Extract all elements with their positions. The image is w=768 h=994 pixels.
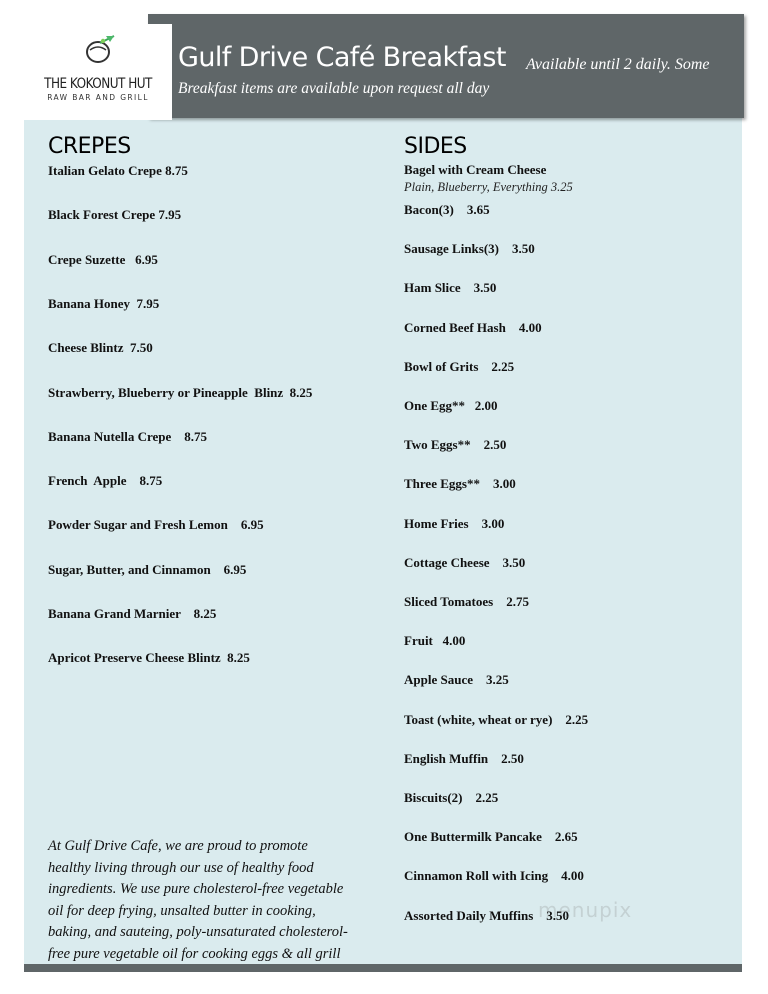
bagel-detail: Plain, Blueberry, Everything 3.25 [404, 180, 573, 194]
promo-line: oil for deep frying, unsalted butter in cooking, [48, 902, 316, 919]
crepe-item: Banana Nutella Crepe 8.75 [48, 428, 208, 444]
sides-title: SIDES [404, 134, 467, 159]
side-item: Ham Slice 3.50 [404, 280, 497, 296]
side-item: Cinnamon Roll with Icing 4.00 [404, 868, 584, 884]
availability-subtitle: Breakfast items are available upon request all day [178, 80, 490, 97]
crepe-item: Black Forest Crepe 7.95 [48, 207, 182, 223]
crepe-item: Banana Grand Marnier 8.25 [48, 606, 217, 621]
logo [24, 24, 172, 120]
side-item: One Egg** 2.00 [404, 398, 498, 413]
side-item: English Muffin 2.50 [404, 750, 524, 766]
crepe-item: Powder Sugar and Fresh Lemon 6.95 [48, 517, 264, 533]
side-item: Sausage Links(3) 3.50 [404, 241, 535, 257]
page-title: Gulf Drive Café Breakfast [178, 42, 506, 73]
side-item: Sliced Tomatoes 2.75 [404, 594, 529, 609]
side-item: Bacon(3) 3.65 [404, 202, 490, 217]
side-item: Two Eggs** 2.50 [404, 437, 507, 453]
side-item: Bowl of Grits 2.25 [404, 358, 515, 374]
side-item: One Buttermilk Pancake 2.65 [404, 829, 578, 845]
side-item: Biscuits(2) 2.25 [404, 790, 499, 805]
promo-line: baking, and sauteing, poly-unsaturated cholesterol- [48, 924, 348, 940]
footer-bar [24, 964, 742, 972]
crepe-item: Italian Gelato Crepe 8.75 [48, 163, 188, 178]
promo-line: healthy living through our use of healthy food [48, 859, 314, 876]
side-item: Corned Beef Hash 4.00 [404, 319, 542, 335]
side-item: Cottage Cheese 3.50 [404, 554, 526, 570]
promo-text [48, 836, 348, 965]
crepe-item: Sugar, Butter, and Cinnamon 6.95 [48, 561, 247, 577]
bagel-item: Bagel with Cream Cheese [404, 162, 547, 177]
logo-name: THE KOKONUT HUT [44, 76, 152, 92]
crepe-item: Strawberry, Blueberry or Pineapple Blinz 8.25 [48, 384, 313, 400]
promo-line: At Gulf Drive Cafe, we are proud to promote [48, 838, 308, 854]
side-item: Assorted Daily Muffins 3.50 [404, 907, 570, 923]
logo-tagline: RAW BAR AND GRILL [47, 93, 149, 102]
side-item: Toast (white, wheat or rye) 2.25 [404, 711, 589, 727]
watermark: menupix [538, 898, 633, 922]
side-item: Fruit 4.00 [404, 633, 466, 649]
crepe-item: Banana Honey 7.95 [48, 295, 160, 311]
crepes-title: CREPES [48, 134, 131, 159]
coconut-icon [80, 34, 120, 66]
crepe-item: French Apple 8.75 [48, 473, 163, 489]
crepe-item: Cheese Blintz 7.50 [48, 340, 153, 356]
side-item: Three Eggs** 3.00 [404, 476, 516, 492]
side-item: Apple Sauce 3.25 [404, 672, 509, 688]
promo-line: free pure vegetable oil for cooking eggs & all grill [48, 945, 341, 962]
crepe-item: Crepe Suzette 6.95 [48, 251, 158, 267]
promo-line: ingredients. We use pure cholesterol-free vegetable [48, 881, 344, 897]
side-item: Home Fries 3.00 [404, 515, 505, 531]
availability-note: Available until 2 daily. Some [526, 56, 710, 73]
crepe-item: Apricot Preserve Cheese Blintz 8.25 [48, 650, 250, 666]
